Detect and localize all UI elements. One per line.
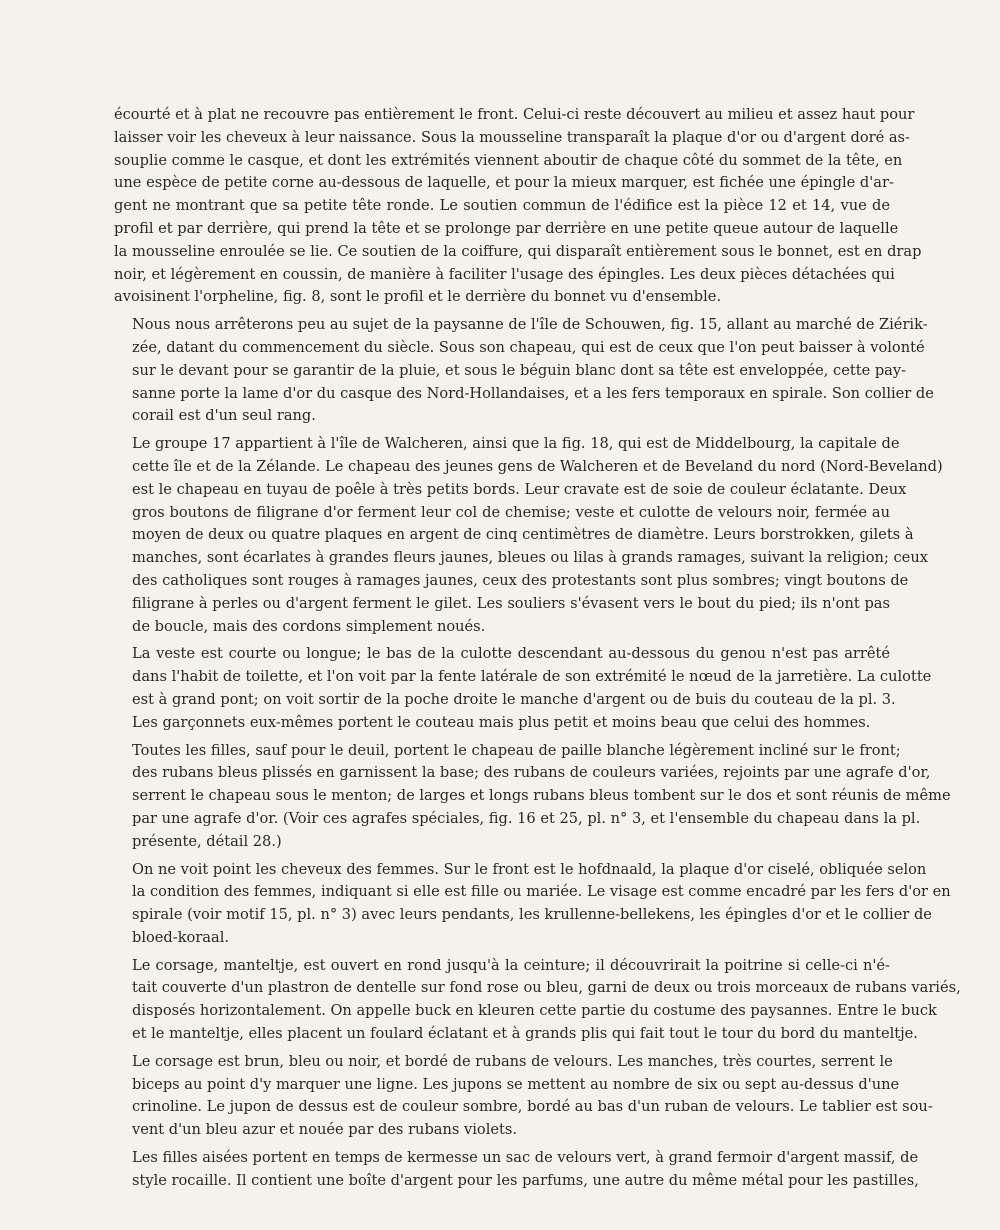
text-line: spirale (voir motif 15, pl. n° 3) avec leurs pendants, les krullenne-bellekens, les épingles d'or et le collier de — [132, 906, 932, 924]
text-line: Le corsage, manteltje, est ouvert en rond jusqu'à la ceinture; il découvrirait la poitrine si celle-ci n'é- — [132, 956, 890, 974]
text-line: La veste est courte ou longue; le bas de la culotte descendant au-dessous du genou n'est pas arrêté — [132, 645, 890, 663]
text-line: tait couverte d'un plastron de dentelle sur fond rose ou bleu, garni de deux ou trois morceaux de rubans variés, — [132, 979, 961, 997]
text-line: Le corsage est brun, bleu ou noir, et bordé de rubans de velours. Les manches, très courtes, serrent le — [132, 1052, 893, 1070]
text-line: écourté et à plat ne recouvre pas entièrement le front. Celui-ci reste découvert au milieu et assez haut pour — [114, 106, 915, 123]
text-line: souplie comme le casque, et dont les extrémités viennent aboutir de chaque côté du sommet de la tête, en — [114, 151, 903, 169]
text-line: serrent le chapeau sous le menton; de larges et longs rubans bleus tombent sur le dos et sont réunis de même — [132, 787, 951, 805]
text-line: gros boutons de filigrane d'or ferment leur col de chemise; veste et culotte de velours noir, fermée au — [132, 503, 890, 521]
text-line: bloed-koraal. — [132, 928, 230, 946]
text-line: zée, datant du commencement du siècle. Sous son chapeau, qui est de ceux que l'on peut baisser à volonté — [132, 338, 925, 356]
paragraph — [114, 314, 934, 428]
paragraph — [114, 643, 932, 734]
text-line: la mousseline enroulée se lie. Ce soutien de la coiffure, qui disparaît entièrement sous le bonnet, est en drap — [114, 242, 922, 260]
text-line: noir, et légèrement en coussin, de manière à faciliter l'usage des épingles. Les deux pièces détachées qui — [114, 265, 895, 283]
text-line: filigrane à perles ou d'argent ferment le gilet. Les souliers s'évasent vers le bout du pied; ils n'ont pas — [132, 594, 890, 612]
text-line: des catholiques sont rouges à ramages jaunes, ceux des protestants sont plus sombres; vingt boutons de — [132, 571, 909, 589]
paragraph — [114, 104, 922, 309]
text-line: disposés horizontalement. On appelle buck en kleuren cette partie du costume des paysannes. Entre le buck — [132, 1002, 937, 1020]
paragraph — [114, 1051, 933, 1142]
text-line: sur le devant pour se garantir de la pluie, et sous le béguin blanc dont sa tête est enveloppée, cette pay- — [132, 361, 907, 379]
text-line: Toutes les filles, sauf pour le deuil, portent le chapeau de paille blanche légèrement incliné sur le front; — [132, 741, 901, 759]
text-line: gent ne montrant que sa petite tête ronde. Le soutien commun de l'édifice est la pièce 12 et 14, vue de — [114, 197, 890, 215]
text-line: de boucle, mais des cordons simplement noués. — [132, 617, 486, 635]
text-line: style rocaille. Il contient une boîte d'argent pour les parfums, une autre du même métal pour les pastilles, — [132, 1171, 919, 1189]
text-line: Les filles aisées portent en temps de kermesse un sac de velours vert, à grand fermoir d'argent massif, de — [132, 1149, 919, 1167]
text-line: On ne voit point les cheveux des femmes. Sur le front est le hofdnaald, la plaque d'or ciselé, obliquée selon — [132, 860, 927, 878]
text-line: biceps au point d'y marquer une ligne. Les jupons se mettent au nombre de six ou sept au-dessus d'une — [132, 1075, 900, 1093]
paragraph — [114, 859, 951, 950]
text-line: laisser voir les cheveux à leur naissance. Sous la mousseline transparaît la plaque d'or ou d'argent doré as- — [114, 128, 910, 146]
text-line: manches, sont écarlates à grandes fleurs jaunes, bleues ou lilas à grands ramages, suivant la religion; ceux — [132, 549, 928, 567]
text-line: une espèce de petite corne au-dessous de laquelle, et pour la mieux marquer, est fichée une épingle d'ar- — [114, 174, 894, 192]
text-line: la condition des femmes, indiquant si elle est fille ou mariée. Le visage est comme encadré par les fers d'or en — [132, 883, 951, 901]
paragraph — [114, 433, 943, 638]
paragraph — [114, 955, 961, 1046]
text-line: dans l'habit de toilette, et l'on voit par la fente latérale de son extrémité le nœud de la jarretière. La culotte — [132, 668, 932, 686]
text-line: par une agrafe d'or. (Voir ces agrafes spéciales, fig. 16 et 25, pl. n° 3, et l'ensemble du chapeau dans la pl. — [132, 809, 921, 827]
text-line: et le manteltje, elles placent un foulard éclatant et à grands plis qui fait tout le tour du bord du manteltje. — [132, 1025, 918, 1043]
text-line: présente, détail 28.) — [132, 832, 282, 850]
text-line: Le groupe 17 appartient à l'île de Walcheren, ainsi que la fig. 18, qui est de Middelbourg, la capitale de — [132, 435, 900, 453]
paragraph — [114, 740, 951, 854]
text-line: Les garçonnets eux-mêmes portent le couteau mais plus petit et moins beau que celui des hommes. — [132, 713, 871, 731]
body-text — [114, 104, 961, 1198]
text-line: avoisinent l'orpheline, fig. 8, sont le profil et le derrière du bonnet vu d'ensemble. — [114, 288, 722, 306]
text-line: crinoline. Le jupon de dessus est de couleur sombre, bordé au bas d'un ruban de velours. Le tablier est sou- — [132, 1098, 933, 1116]
text-line: Nous nous arrêterons peu au sujet de la paysanne de l'île de Schouwen, fig. 15, allant au marché de Ziérik- — [132, 316, 928, 334]
text-line: vent d'un bleu azur et nouée par des rubans violets. — [132, 1121, 518, 1139]
text-line: sanne porte la lame d'or du casque des Nord-Hollandaises, et a les fers temporaux en spirale. Son collier de — [132, 384, 934, 402]
text-line: corail est d'un seul rang. — [132, 407, 316, 425]
text-line: cette île et de la Zélande. Le chapeau des jeunes gens de Walcheren et de Beveland du nord (Nord-Beveland) — [132, 457, 943, 475]
text-line: est le chapeau en tuyau de poêle à très petits bords. Leur cravate est de soie de couleur éclatante. Deux — [132, 480, 907, 498]
text-line: profil et par derrière, qui prend la tête et se prolonge par derrière en une petite queue autour de laquelle — [114, 219, 899, 237]
text-line: des rubans bleus plissés en garnissent la base; des rubans de couleurs variées, rejoints par une agrafe d'or, — [132, 764, 931, 782]
text-line: est à grand pont; on voit sortir de la poche droite le manche d'argent ou de buis du couteau de la pl. 3. — [132, 690, 896, 708]
text-line: moyen de deux ou quatre plaques en argent de cinq centimètres de diamètre. Leurs borstrokken, gilets à — [132, 526, 914, 544]
paragraph — [114, 1147, 919, 1193]
